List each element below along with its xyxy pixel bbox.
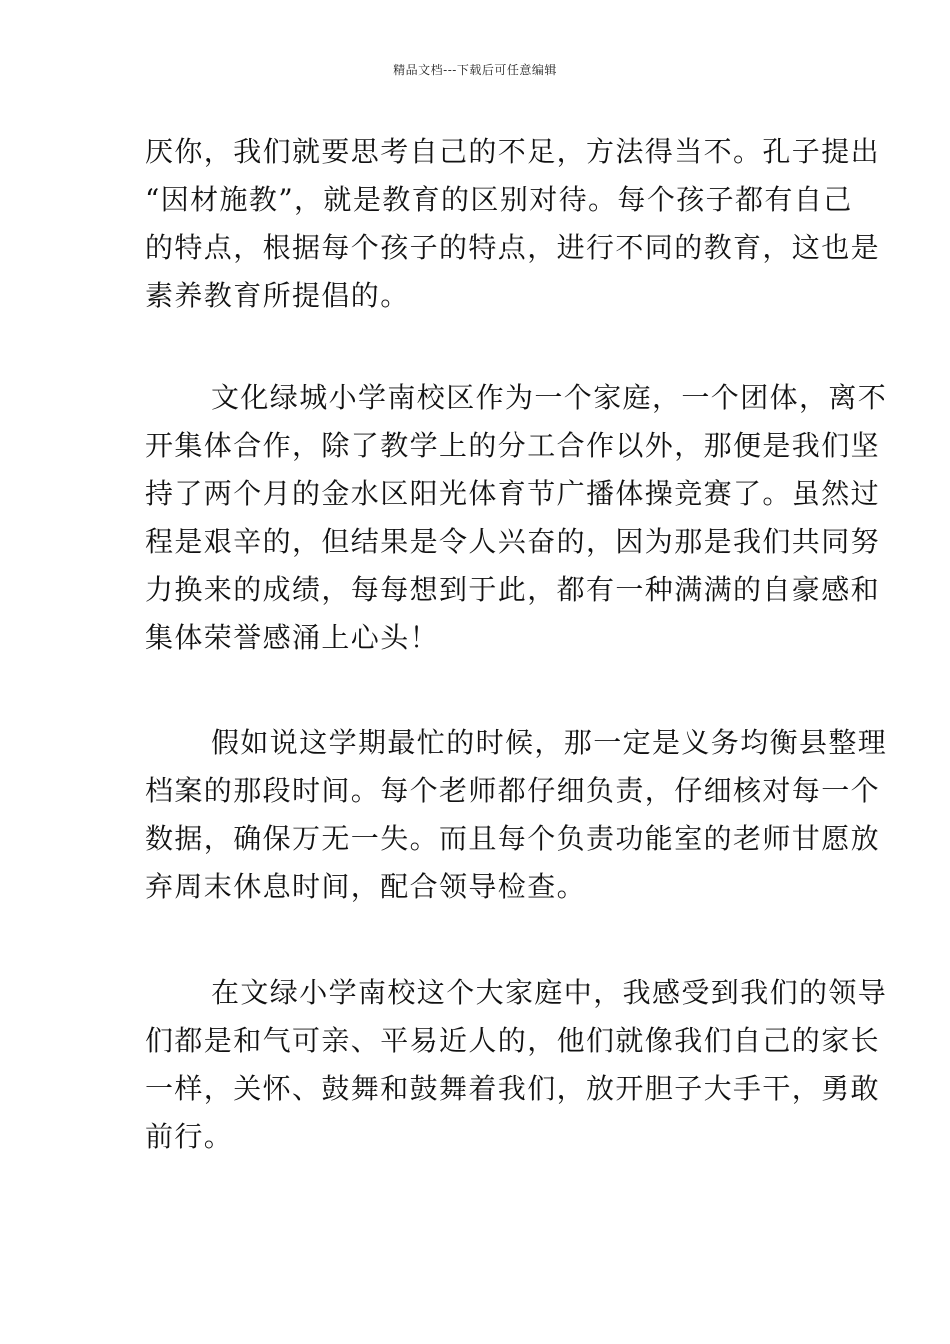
text-line: “因材施教”，就是教育的区别对待。每个孩子都有自己	[145, 183, 853, 216]
text-line: 前行。	[145, 1120, 234, 1153]
text-line: 一样，关怀、鼓舞和鼓舞着我们，放开胆子大手干，勇敢	[145, 1072, 881, 1105]
text-line: 开集体合作，除了教学上的分工合作以外，那便是我们坚	[145, 429, 881, 462]
text-line: 们都是和气可亲、平易近人的，他们就像我们自己的家长	[145, 1024, 881, 1057]
text-line: 弃周末休息时间，配合领导检查。	[145, 870, 587, 903]
text-line: 假如说这学期最忙的时候，那一定是义务均衡县整理	[211, 726, 888, 759]
paragraph-archives	[145, 719, 888, 911]
text-line: 持了两个月的金水区阳光体育节广播体操竞赛了。虽然过	[145, 477, 881, 510]
paragraph-teamwork	[145, 374, 888, 662]
paragraph-leadership	[145, 969, 888, 1161]
text-line: 数据，确保万无一失。而且每个负责功能室的老师甘愿放	[145, 822, 881, 855]
text-line: 在文绿小学南校这个大家庭中，我感受到我们的领导	[211, 976, 888, 1009]
text-line: 厌你，我们就要思考自己的不足，方法得当不。孔子提出	[145, 135, 881, 168]
text-line: 文化绿城小学南校区作为一个家庭，一个团体，离不	[211, 381, 888, 414]
text-line: 集体荣誉感涌上心头！	[145, 621, 440, 654]
text-line: 档案的那段时间。每个老师都仔细负责，仔细核对每一个	[145, 774, 881, 807]
page-header: 精品文档---下载后可任意编辑	[393, 63, 557, 77]
text-line: 素养教育所提倡的。	[145, 279, 410, 312]
paragraph-continuation	[145, 128, 881, 320]
text-line: 程是艰辛的，但结果是令人兴奋的，因为那是我们共同努	[145, 525, 881, 558]
text-line: 的特点，根据每个孩子的特点，进行不同的教育，这也是	[145, 231, 881, 264]
text-line: 力换来的成绩，每每想到于此，都有一种满满的自豪感和	[145, 573, 881, 606]
